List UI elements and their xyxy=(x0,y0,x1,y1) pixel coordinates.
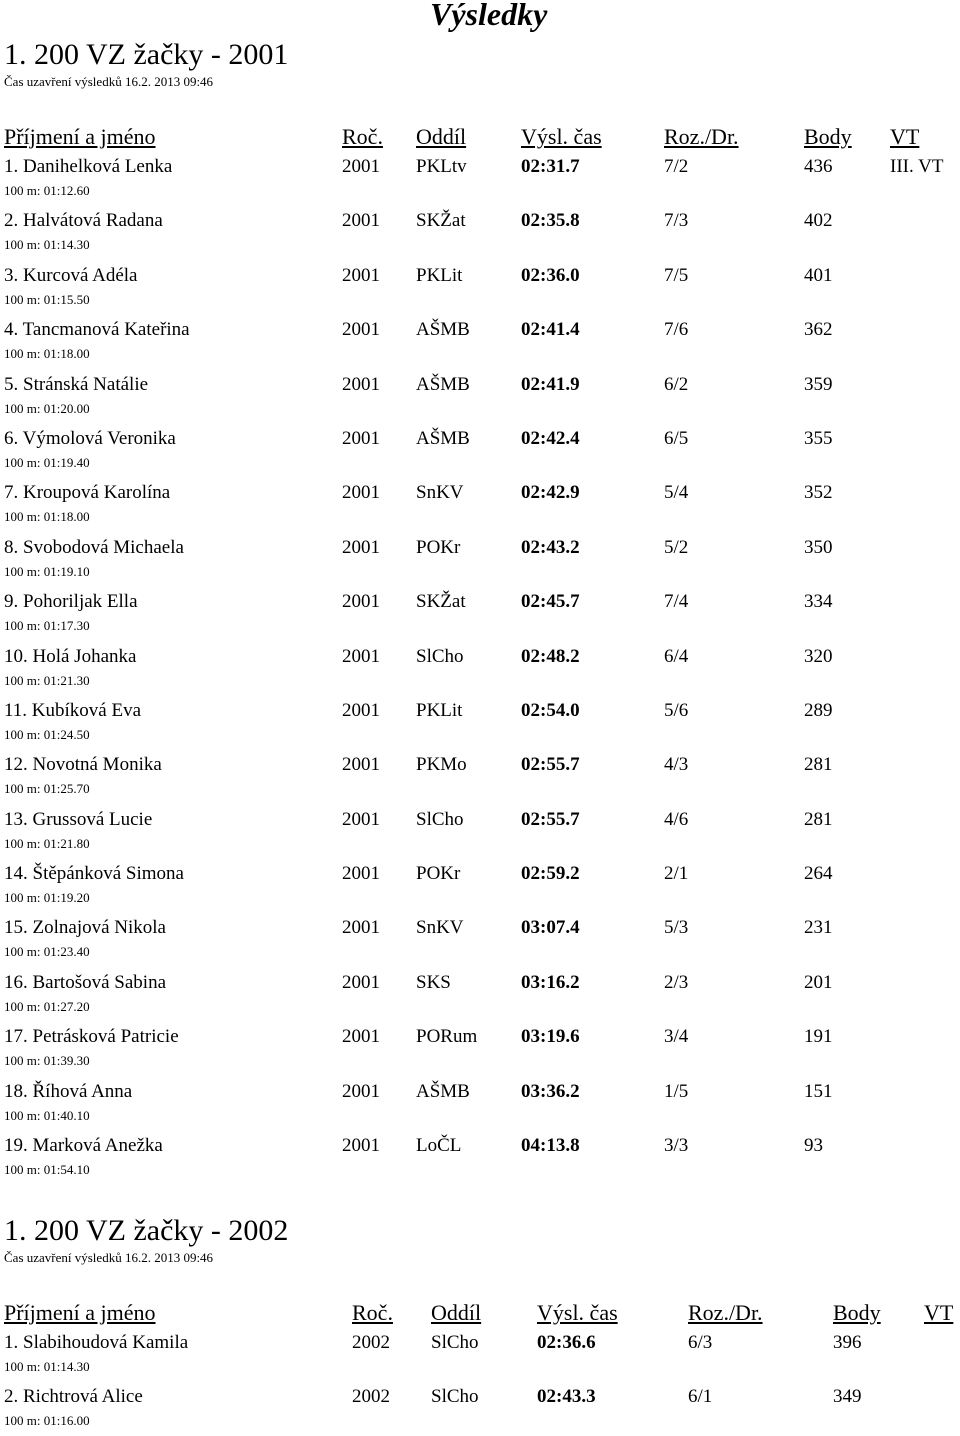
athlete-name: 6. Výmolová Veronika xyxy=(4,427,176,449)
club-code: AŠMB xyxy=(416,373,470,395)
heat-lane: 5/2 xyxy=(664,536,689,558)
club-code: AŠMB xyxy=(416,1080,470,1102)
birth-year: 2001 xyxy=(342,863,380,885)
points: 93 xyxy=(804,1135,823,1157)
result-entry xyxy=(4,478,960,532)
final-time: 02:55.7 xyxy=(521,808,580,830)
result-entry xyxy=(4,1022,960,1076)
athlete-name: 12. Novotná Monika xyxy=(4,754,162,776)
result-entry xyxy=(4,261,960,315)
performance-class: III. VT xyxy=(890,156,944,177)
birth-year: 2001 xyxy=(342,699,380,721)
heat-lane: 4/6 xyxy=(664,808,689,830)
athlete-name: 1. Danihelková Lenka xyxy=(4,156,173,177)
heat-lane: 5/4 xyxy=(664,482,689,504)
result-entry xyxy=(4,696,960,750)
birth-year: 2001 xyxy=(342,1135,380,1157)
col-header-name: Příjmení a jméno xyxy=(4,1300,156,1325)
club-code: SKŽat xyxy=(416,591,466,613)
birth-year: 2001 xyxy=(342,427,380,449)
points: 281 xyxy=(804,754,833,776)
table-row xyxy=(4,1131,960,1161)
final-time: 04:13.8 xyxy=(521,1135,580,1157)
athlete-name: 2. Richtrová Alice xyxy=(4,1386,143,1407)
result-entry xyxy=(4,315,960,369)
section-title: 1. 200 VZ žačky - 2002 xyxy=(4,1214,289,1247)
athlete-name: 17. Petrásková Patricie xyxy=(4,1026,179,1048)
points: 201 xyxy=(804,971,833,993)
result-entry xyxy=(4,1382,960,1436)
birth-year: 2002 xyxy=(352,1386,390,1407)
col-header-points: Body xyxy=(833,1300,881,1325)
club-code: SlCho xyxy=(431,1386,479,1407)
final-time: 02:54.0 xyxy=(521,699,580,721)
birth-year: 2001 xyxy=(342,536,380,558)
split-time: 100 m: 01:19.20 xyxy=(4,890,90,906)
split-time: 100 m: 01:12.60 xyxy=(4,183,90,198)
table-row xyxy=(4,587,960,617)
points: 350 xyxy=(804,536,833,558)
table-row xyxy=(4,968,960,998)
split-time: 100 m: 01:17.30 xyxy=(4,618,90,634)
athlete-name: 10. Holá Johanka xyxy=(4,645,137,667)
table-header xyxy=(4,122,960,152)
result-entry xyxy=(4,1077,960,1131)
result-entry xyxy=(4,805,960,859)
athlete-name: 1. Slabihoudová Kamila xyxy=(4,1332,189,1353)
split-time: 100 m: 01:16.00 xyxy=(4,1413,90,1428)
club-code: PKLit xyxy=(416,264,463,286)
section-title: 1. 200 VZ žačky - 2001 xyxy=(4,38,289,71)
results-section xyxy=(4,34,960,1185)
split-time: 100 m: 01:27.20 xyxy=(4,998,90,1014)
athlete-name: 19. Marková Anežka xyxy=(4,1135,163,1157)
athlete-name: 18. Říhová Anna xyxy=(4,1080,133,1102)
points: 396 xyxy=(833,1332,862,1353)
col-header-heat-lane: Roz./Dr. xyxy=(664,124,739,149)
table-row xyxy=(4,805,960,835)
split-time: 100 m: 01:25.70 xyxy=(4,781,90,797)
birth-year: 2001 xyxy=(342,319,380,341)
final-time: 02:48.2 xyxy=(521,645,580,667)
heat-lane: 1/5 xyxy=(664,1080,689,1102)
document-title: Výsledky xyxy=(430,0,548,32)
points: 402 xyxy=(804,210,833,232)
split-time: 100 m: 01:24.50 xyxy=(4,726,90,742)
results-list xyxy=(4,1328,960,1436)
final-time: 02:43.2 xyxy=(521,536,580,558)
points: 352 xyxy=(804,482,833,504)
birth-year: 2001 xyxy=(342,482,380,504)
club-code: SlCho xyxy=(416,808,464,830)
points: 334 xyxy=(804,591,833,613)
club-code: SlCho xyxy=(431,1332,479,1353)
club-code: AŠMB xyxy=(416,427,470,449)
split-time: 100 m: 01:20.00 xyxy=(4,400,90,416)
table-row xyxy=(4,206,960,236)
club-code: PKMo xyxy=(416,754,467,776)
final-time: 02:36.6 xyxy=(537,1332,596,1353)
result-entry xyxy=(4,370,960,424)
split-time: 100 m: 01:18.00 xyxy=(4,509,90,525)
table-row xyxy=(4,859,960,889)
club-code: POKr xyxy=(416,863,461,885)
club-code: PKLit xyxy=(416,699,463,721)
result-entry xyxy=(4,1328,960,1382)
birth-year: 2002 xyxy=(352,1332,390,1353)
split-time: 100 m: 01:19.40 xyxy=(4,454,90,470)
birth-year: 2001 xyxy=(342,971,380,993)
final-time: 03:19.6 xyxy=(521,1026,580,1048)
birth-year: 2001 xyxy=(342,591,380,613)
split-time: 100 m: 01:39.30 xyxy=(4,1053,90,1069)
points: 359 xyxy=(804,373,833,395)
col-header-time: Výsl. čas xyxy=(521,124,602,149)
athlete-name: 11. Kubíková Eva xyxy=(4,699,142,721)
final-time: 03:07.4 xyxy=(521,917,580,939)
results-closing-time: Čas uzavření výsledků 16.2. 2013 09:46 xyxy=(4,1250,214,1265)
final-time: 03:36.2 xyxy=(521,1080,580,1102)
heat-lane: 3/3 xyxy=(664,1135,689,1157)
split-time: 100 m: 01:40.10 xyxy=(4,1107,90,1123)
club-code: AŠMB xyxy=(416,319,470,341)
heat-lane: 6/1 xyxy=(688,1386,713,1407)
heat-lane: 6/2 xyxy=(664,373,689,395)
birth-year: 2001 xyxy=(342,373,380,395)
result-entry xyxy=(4,642,960,696)
athlete-name: 3. Kurcová Adéla xyxy=(4,264,138,286)
points: 320 xyxy=(804,645,833,667)
heat-lane: 7/2 xyxy=(664,156,689,177)
results-list xyxy=(4,152,960,1185)
table-row xyxy=(4,315,960,345)
final-time: 02:43.3 xyxy=(537,1386,596,1407)
final-time: 02:45.7 xyxy=(521,591,580,613)
table-row xyxy=(4,261,960,291)
points: 264 xyxy=(804,863,833,885)
result-entry xyxy=(4,587,960,641)
table-header xyxy=(4,1298,960,1328)
final-time: 02:41.4 xyxy=(521,319,580,341)
col-header-year: Roč. xyxy=(342,124,383,149)
result-entry xyxy=(4,533,960,587)
table-row xyxy=(4,370,960,400)
split-time: 100 m: 01:21.30 xyxy=(4,672,90,688)
result-entry xyxy=(4,859,960,913)
points: 289 xyxy=(804,699,833,721)
athlete-name: 15. Zolnajová Nikola xyxy=(4,917,166,939)
points: 401 xyxy=(804,264,833,286)
heat-lane: 7/5 xyxy=(664,264,689,286)
points: 191 xyxy=(804,1026,833,1048)
birth-year: 2001 xyxy=(342,264,380,286)
heat-lane: 4/3 xyxy=(664,754,689,776)
birth-year: 2001 xyxy=(342,156,380,177)
result-entry xyxy=(4,424,960,478)
split-time: 100 m: 01:23.40 xyxy=(4,944,90,960)
points: 349 xyxy=(833,1386,862,1407)
split-time: 100 m: 01:21.80 xyxy=(4,835,90,851)
final-time: 02:31.7 xyxy=(521,156,580,177)
athlete-name: 5. Stránská Natálie xyxy=(4,373,149,395)
col-header-name: Příjmení a jméno xyxy=(4,124,156,149)
athlete-name: 13. Grussová Lucie xyxy=(4,808,153,830)
results-closing-time: Čas uzavření výsledků 16.2. 2013 09:46 xyxy=(4,74,214,89)
table-row xyxy=(4,1022,960,1052)
club-code: SnKV xyxy=(416,917,464,939)
birth-year: 2001 xyxy=(342,645,380,667)
split-time: 100 m: 01:14.30 xyxy=(4,237,90,253)
results-section xyxy=(4,1210,960,1436)
birth-year: 2001 xyxy=(342,210,380,232)
col-header-year: Roč. xyxy=(352,1300,393,1325)
result-entry xyxy=(4,206,960,260)
heat-lane: 7/4 xyxy=(664,591,689,613)
heat-lane: 7/6 xyxy=(664,319,689,341)
final-time: 03:16.2 xyxy=(521,971,580,993)
heat-lane: 5/6 xyxy=(664,699,689,721)
result-entry xyxy=(4,1131,960,1185)
athlete-name: 2. Halvátová Radana xyxy=(4,210,163,232)
points: 436 xyxy=(804,156,833,177)
athlete-name: 4. Tancmanová Kateřina xyxy=(4,319,190,341)
points: 231 xyxy=(804,917,833,939)
table-row xyxy=(4,642,960,672)
table-row xyxy=(4,152,960,182)
points: 355 xyxy=(804,427,833,449)
birth-year: 2001 xyxy=(342,917,380,939)
table-row xyxy=(4,533,960,563)
result-entry xyxy=(4,152,960,206)
final-time: 02:35.8 xyxy=(521,210,580,232)
split-time: 100 m: 01:18.00 xyxy=(4,346,90,362)
club-code: SKŽat xyxy=(416,210,466,232)
heat-lane: 3/4 xyxy=(664,1026,689,1048)
result-entry xyxy=(4,968,960,1022)
table-row xyxy=(4,750,960,780)
club-code: SKS xyxy=(416,971,451,993)
final-time: 02:42.9 xyxy=(521,482,580,504)
heat-lane: 2/1 xyxy=(664,863,689,885)
result-entry xyxy=(4,913,960,967)
club-code: PKLtv xyxy=(416,156,467,177)
table-row xyxy=(4,1077,960,1107)
result-entry xyxy=(4,750,960,804)
split-time: 100 m: 01:54.10 xyxy=(4,1162,90,1178)
points: 151 xyxy=(804,1080,833,1102)
heat-lane: 6/3 xyxy=(688,1332,713,1353)
table-row xyxy=(4,1382,960,1412)
points: 362 xyxy=(804,319,833,341)
athlete-name: 14. Štěpánková Simona xyxy=(4,863,184,885)
club-code: PORum xyxy=(416,1026,478,1048)
table-row xyxy=(4,1328,960,1358)
birth-year: 2001 xyxy=(342,1026,380,1048)
col-header-class: VT xyxy=(924,1300,954,1325)
heat-lane: 5/3 xyxy=(664,917,689,939)
athlete-name: 8. Svobodová Michaela xyxy=(4,536,184,558)
heat-lane: 6/5 xyxy=(664,427,689,449)
split-time: 100 m: 01:15.50 xyxy=(4,291,90,307)
heat-lane: 2/3 xyxy=(664,971,689,993)
athlete-name: 9. Pohoriljak Ella xyxy=(4,591,138,613)
heat-lane: 7/3 xyxy=(664,210,689,232)
split-time: 100 m: 01:19.10 xyxy=(4,563,90,579)
table-row xyxy=(4,696,960,726)
final-time: 02:55.7 xyxy=(521,754,580,776)
col-header-class: VT xyxy=(890,124,920,149)
heat-lane: 6/4 xyxy=(664,645,689,667)
col-header-points: Body xyxy=(804,124,852,149)
club-code: LoČL xyxy=(416,1135,462,1157)
table-row xyxy=(4,424,960,454)
birth-year: 2001 xyxy=(342,808,380,830)
birth-year: 2001 xyxy=(342,754,380,776)
final-time: 02:59.2 xyxy=(521,863,580,885)
athlete-name: 16. Bartošová Sabina xyxy=(4,971,167,993)
col-header-club: Oddíl xyxy=(416,124,467,149)
col-header-time: Výsl. čas xyxy=(537,1300,618,1325)
club-code: SlCho xyxy=(416,645,464,667)
final-time: 02:42.4 xyxy=(521,427,580,449)
final-time: 02:36.0 xyxy=(521,264,580,286)
club-code: SnKV xyxy=(416,482,464,504)
col-header-club: Oddíl xyxy=(431,1300,482,1325)
final-time: 02:41.9 xyxy=(521,373,580,395)
birth-year: 2001 xyxy=(342,1080,380,1102)
table-row xyxy=(4,913,960,943)
points: 281 xyxy=(804,808,833,830)
club-code: POKr xyxy=(416,536,461,558)
col-header-heat-lane: Roz./Dr. xyxy=(688,1300,763,1325)
athlete-name: 7. Kroupová Karolína xyxy=(4,482,171,504)
split-time: 100 m: 01:14.30 xyxy=(4,1359,90,1374)
table-row xyxy=(4,478,960,508)
